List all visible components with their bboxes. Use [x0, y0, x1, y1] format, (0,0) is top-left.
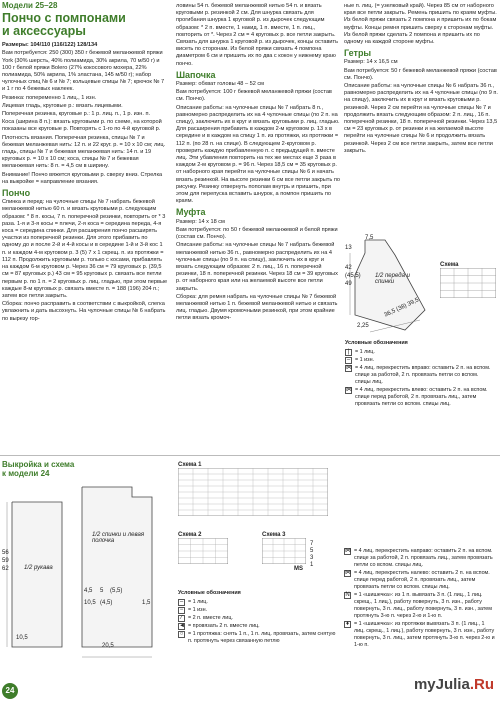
poncho-text-1: Спинка и перед: на чулочные спицы № 7 набрать бежевой меланжевой нитью 60 п. и вязать круговыми р. следующим образом: * 8 п. косы, 7 п. поперечной резинки, повторить от * 3 раза. 1-я и 3-я косы = плечи, 2-я коса = середина переда, 4-я коса = середина спинки. Для расширения пончо расширять участки из поперечной резинки. Для этого прибавить по одному до и после 2-й и 4-й косы и в середине 1-й и 3-й кос 1 п. и каждом 4-м круговом р. 3 (5) 7 х 1 скрещ. п. из протяжки = 112 п. Продолжить круговыми р. только с косами, прибавлять на каждом 6-м круговом р. Через 36 см = 79 круговых р. (39,5 см = 87 круговых р.) 43 см = 95 круговых р. связать все петли первым р. по 1 п. = 2 круговых р. лиц. гладью, при этом первые каждые 8-м круговых р. связать вместе п. = 188 (196) 204 п.; затем все петли закрыть. [2, 199, 168, 299]
gaiters-heading: Гетры [344, 48, 372, 59]
cable-text: Коса (ширина 8 п.): вязать круговыми р. по схеме, на которой показаны все круговые р. Повторять с 1-го по 4-й круговой р. [2, 119, 162, 133]
bobble-pull-symbol: ♦ [345, 621, 350, 627]
legend-row: – = 1 изн. [346, 357, 375, 363]
mitten-text: Описание работы: на чулочные спицы № 7 набрать бежевой меланжевой нитью 36 п., равномерно распределить их на 4 чулочные спицы (по 9 п. на спицу), заключить их в круг и вязать следующим образом: 2 п. лиц., 16 п. поперечной резинки, 18 п. поперечной резинки. Через 18 см = 39 круговых р. от наборного края или на желаемой высоте все петли закрыть. [176, 242, 338, 292]
brand-main: myJulia [413, 676, 470, 693]
hat-text: Описание работы: на чулочные спицы № 7 набрать 8 п., равномерно распределить их на 4 чулочные спицы (по 2 п. на спицу), заключить их в круг и вязать круговыми р. лиц. гладью. Для расширения прибавить в каждом 2-м круговом р. 13 х в середине и в каждом на спицу 1 п. из протяжки, из протяжки = 112 п. (по 28 п. на спице). В следующем 2-круговом р. проверить каждую прибавленную п. с предыдущей п. вместе лиц. Эти убавления повторить на тех же местах еще 3 раза в каждом 2-м круговом р. = 96 п. Через 18,5 см = 35 круговых р. от наборного края перейти на чулочные спицы № 6 и начать вязать резинкой. На высоте резинки 6 см все петли закрыть по рисунку. Резинку отвернуть пополам внутрь и пришить, при этом для перепуска вставить шнурок, а помпон пришить по краям. [176, 104, 340, 205]
pattern-figure [2, 460, 172, 675]
legend-row: ⋈ = 4 лиц. перекрестить вправо: оставить 2 п. на вспом. спице за работой, 2 п. провязать петли со вспом. спицы лиц. [346, 365, 491, 385]
poncho-schematic [345, 235, 437, 335]
row-7-label: 7 [310, 541, 314, 547]
row-1-label: 1 [310, 562, 314, 568]
column-poncho [2, 0, 168, 324]
pattern-label-6: 62 [2, 566, 9, 572]
hat-heading: Шапочка [176, 69, 216, 80]
legend-row: ∕ = 2 п. вместе лиц. [178, 615, 338, 622]
legend-row: | = 1 лиц. [345, 349, 495, 356]
schematic-label-6: 1/2 переда и спинки [375, 273, 410, 285]
pattern-label-7: 4,5 [84, 588, 93, 594]
cross-left-symbol: ⋈ [346, 387, 352, 393]
pattern-label-9: (5,5) [110, 588, 123, 594]
chart-2-title: Схема 2 [178, 532, 202, 538]
density-text: Плотность вязания. Поперечная резинка, спицы № 7 и бежевая меланжевая нить: 12 п. и 22 круг. р. = 10 х 10 см; лиц. гладь, спицы № 7 и бежевая меланжевая нить: 14 п. и 19 круговых р. = 10 х 10 см; коса, спицы № 7 и бежевая меланжевая нить: 8 п. = 4,5 см в ширину. [2, 134, 166, 170]
mitten-heading: Муфта [176, 207, 206, 218]
legend-row: – = 1 лиц. [179, 599, 208, 605]
purl-symbol: – [346, 357, 351, 363]
schematic-label-3: 42 [345, 265, 352, 271]
stockinette-text: Лицевая гладь, круговые р.: вязать лицевыми. [2, 102, 123, 109]
models-kicker: Модели 25–28 [2, 1, 58, 10]
schematic-label-4: (45,5) [345, 273, 361, 279]
schematic-label-7: 36,5 (38) 39,5 [383, 297, 420, 319]
bobble-symbol: N [345, 592, 350, 598]
column-gaiters [344, 0, 498, 156]
poncho-text-2: Сборка: пончо расправить в соответствии с выкройкой, слегка увлажнить и дать высохнуть. На чулочные спицы № 6 набрать по вырезу гор- [2, 301, 166, 322]
page-title [2, 12, 168, 38]
legend-row: ⋈ = 4 лиц. перекрестить направо: оставить 2 п. на вспом. спице за работой, 2 п. провязать лиц., затем провязать петли со вспом. спицы лиц. [345, 548, 493, 568]
cross-rib-text: Поперечная резинка, круговые р.: 1 р. лиц. п., 1 р. изн. п. [2, 111, 151, 118]
mitten-materials: Вам потребуется: по 50 г бежевой меланжевой и белой пряжи (состав см. Пончо). [176, 226, 338, 241]
poncho-heading: Пончо [2, 188, 31, 199]
pattern-label-12: 1,5 [142, 600, 151, 606]
knit-symbol: – [179, 599, 184, 605]
chart-1 [178, 462, 338, 522]
sleeve-label: 1/2 рукава [24, 565, 53, 571]
column-hat-mitten [176, 0, 340, 324]
legend-row: ◄ = провязать 2 п. вместе лиц. [179, 623, 260, 629]
sizes-text: Размеры: 104/110 (116/122) 128/134 [2, 42, 98, 49]
k2tog-symbol: ∕ [178, 615, 185, 622]
col2-top-text: ловины 54 п. бежевой меланжевой нитью 54 п. и вязать круговыми р. резинкой 2 см. Для шнурка связать для прогибания шнурка 1 круговой р. из дырочек следующим образом: * 2 п. вместе, 1 накид, 1 п. вместе, 1 п. лиц., повторить от *. Через 2 см = 4 круговых р. все петли закрыть. Связать для шнурка 1 круговой р. из дырочек, концы оставить висеть по сторонам. Из белой пряжи связать 4 помпона диаметром 6 см и пришить их по два с кокон у нижнему краю пончо. [176, 3, 339, 67]
brand-suffix: .Ru [469, 676, 494, 693]
legend-row: ⋈ = 4 лиц. перекрестить влево: оставить 2 п. на вспом. спице перед работой, 2 п. провязать лиц., затем провязать петли со вспом. спицы лиц. [346, 387, 488, 407]
chart-2 [178, 532, 258, 572]
gaiters-text: Описание работы: на чулочные спицы № 6 набрать 36 п., равномерно распределить их на 4 чулочные спицы (по 9 п. на спицу), заключить их в круг и вязать круговыми р. резинкой. Через 2 см перейти на чулочные спицы № 7 и продолжить вязать следующим образом: 2 п. лиц., 16 п. поперечной резинки, 18 п. поперечной резинки. Через 13,5 см = 23 круговых р. от резинки и на желаемой высоте перейти на чулочные спицы № 6 и продолжить вязать резинкой. Через 2 см все петли закрыть, затем все петли закрыть. [344, 83, 498, 154]
pattern-label-4: 56 [2, 550, 9, 556]
back-label: 1/2 спинки и левая полочка [92, 532, 145, 544]
gaiters-materials: Вам потребуется: 50 г бежевой меланжевой пряжи (состав см. Пончо). [344, 67, 497, 81]
pattern-legend-left [178, 590, 338, 646]
cross-left-symbol: ⋈ [345, 570, 351, 576]
pattern-label-3: 10,5 [16, 635, 28, 641]
col3-top-text: ные п. лиц. (= узелковый край). Через 85 см от наборного края все петли закрыть. Ремень пришить по краям муфты. Из белой пряжи связать 2 помпона и пришить их по бокам муфты. Концы ремня пришить сверху к сторонам муфты. Из белой пряжи сделать 2 помпона и пришить их по одному на каждой стороне муфты. [344, 3, 497, 46]
row-3-label: 3 [310, 555, 314, 561]
schematic-label-1: 7,5 [365, 235, 374, 241]
chart-1-title: Схема 1 [178, 462, 202, 468]
pattern-label-11: (4,5) [100, 600, 113, 606]
chart-3 [262, 532, 338, 572]
pattern-heading-2: к модели 24 [2, 469, 50, 478]
pattern-label-10: 10,5 [84, 600, 96, 606]
legend-row: ○ = 1 протяжка: снять 1 п., 1 п. лиц. провязать, затем снятую п. протянуть через связанную петлю [179, 631, 336, 644]
gaiters-chart-title: Схема [440, 262, 459, 268]
mitten-assembly: Сборка: для ремня набрать на чулочные спицы № 7 бежевой меланжевой нитью 1 п. бежевой меланжевой нитью и связать лиц. гладью. Двумя кромочными резинкой, при этом крайние петли вязать кромоч- [176, 293, 338, 322]
gaiters-legend-title: Условные обозначения [345, 340, 408, 346]
title-line-2: и аксессуары [2, 24, 86, 39]
hat-materials: Вам потребуется: 100 г бежевой меланжевой пряжи (состав см. Пончо). [176, 89, 332, 103]
purl-symbol: − [179, 607, 184, 613]
page-number: 24 [2, 683, 18, 699]
mitten-size: Размер: 14 х 18 см [176, 218, 225, 225]
ms-label: MS [294, 566, 303, 572]
pattern-label-13: 20,5 [102, 643, 114, 649]
ssk-symbol: ◄ [179, 623, 185, 629]
legend-row: N = 1 «шишечка»: из 1 п. вывязать 3 п. (1 лиц., 1 лиц. скрещ., 1 лиц.), работу повернуть, 3 п. изн., работу повернуть, 3 п. лиц., работу повернуть, 3 п. изн., затем протянуть 3-ю п. через 2-ю и 1-ю п. [345, 592, 492, 619]
chart-3-title: Схема 3 [262, 532, 286, 538]
pattern-label-8: 5 [100, 588, 104, 594]
legend-row: ⋈ = 4 лиц. перекрестить налево: оставить 2 п. на вспом. спице перед работой, 2 п. провязать лиц., затем провязать петли со вспом. спицы лиц. [345, 570, 490, 590]
gaiters-chart [440, 262, 496, 302]
row-5-label: 5 [310, 548, 314, 554]
pattern-legend-right [344, 548, 496, 650]
cross-right-symbol: ⋈ [346, 365, 352, 371]
hat-size: Размер: обхват головы 48 – 52 см [176, 81, 265, 88]
pattern-legend-title: Условные обозначения [178, 590, 241, 596]
cross-right-symbol: ⋈ [345, 548, 351, 554]
schematic-label-8: 2,25 [357, 323, 369, 329]
pattern-heading-1: Выкройка и схема [2, 460, 75, 469]
legend-row: ♦ = 1 «шишечка»: из протяжки вывязать 3 п. (1 лиц., 1 лиц. скрещ., 1 лиц.), работу повернуть, 3 п. изн., работу повернуть, 3 п. лиц., затем протянуть 3-ю п. через 2-ю и 1-ю п. [345, 621, 495, 648]
pullover-symbol: ○ [179, 631, 184, 637]
attention-text: Внимание! Пончо вяжется круговыми р. сверху вниз. Стрелка на выкройке = направление вязания. [2, 171, 163, 185]
schematic-label-5: 49 [345, 281, 352, 287]
gaiters-legend [345, 340, 495, 409]
rib-text: Резинка: попеременно 1 лиц., 1 изн. [2, 94, 97, 101]
legend-row: − = 1 изн. [179, 607, 208, 613]
section-divider [0, 455, 500, 456]
title-line-1: Пончо с помпонами [2, 11, 126, 26]
schematic-label-2: 13 [345, 245, 352, 251]
knit-symbol: | [345, 349, 352, 356]
pattern-label-5: 59 [2, 558, 9, 564]
brand-watermark[interactable] [414, 676, 494, 693]
gaiters-size: Размер: 14 х 16,5 см [344, 59, 398, 66]
materials-text: Вам потребуется: 250 (300) 350 г бежевой меланжевой пряжи York (30% шерсть, 40% полиамида, 30% акрила, 70 м/50 г) и 100 г белой пряжи Bolero (27% кокосового мохера, 22% полиамида, 50% акрила, 1% эластана, 145 м/50 г); набор чулочных спиц № 6 и № 7; кольцевые спицы № 7; крючок № 7 и 1 г по 4 бежевых наклеек. [2, 50, 165, 93]
